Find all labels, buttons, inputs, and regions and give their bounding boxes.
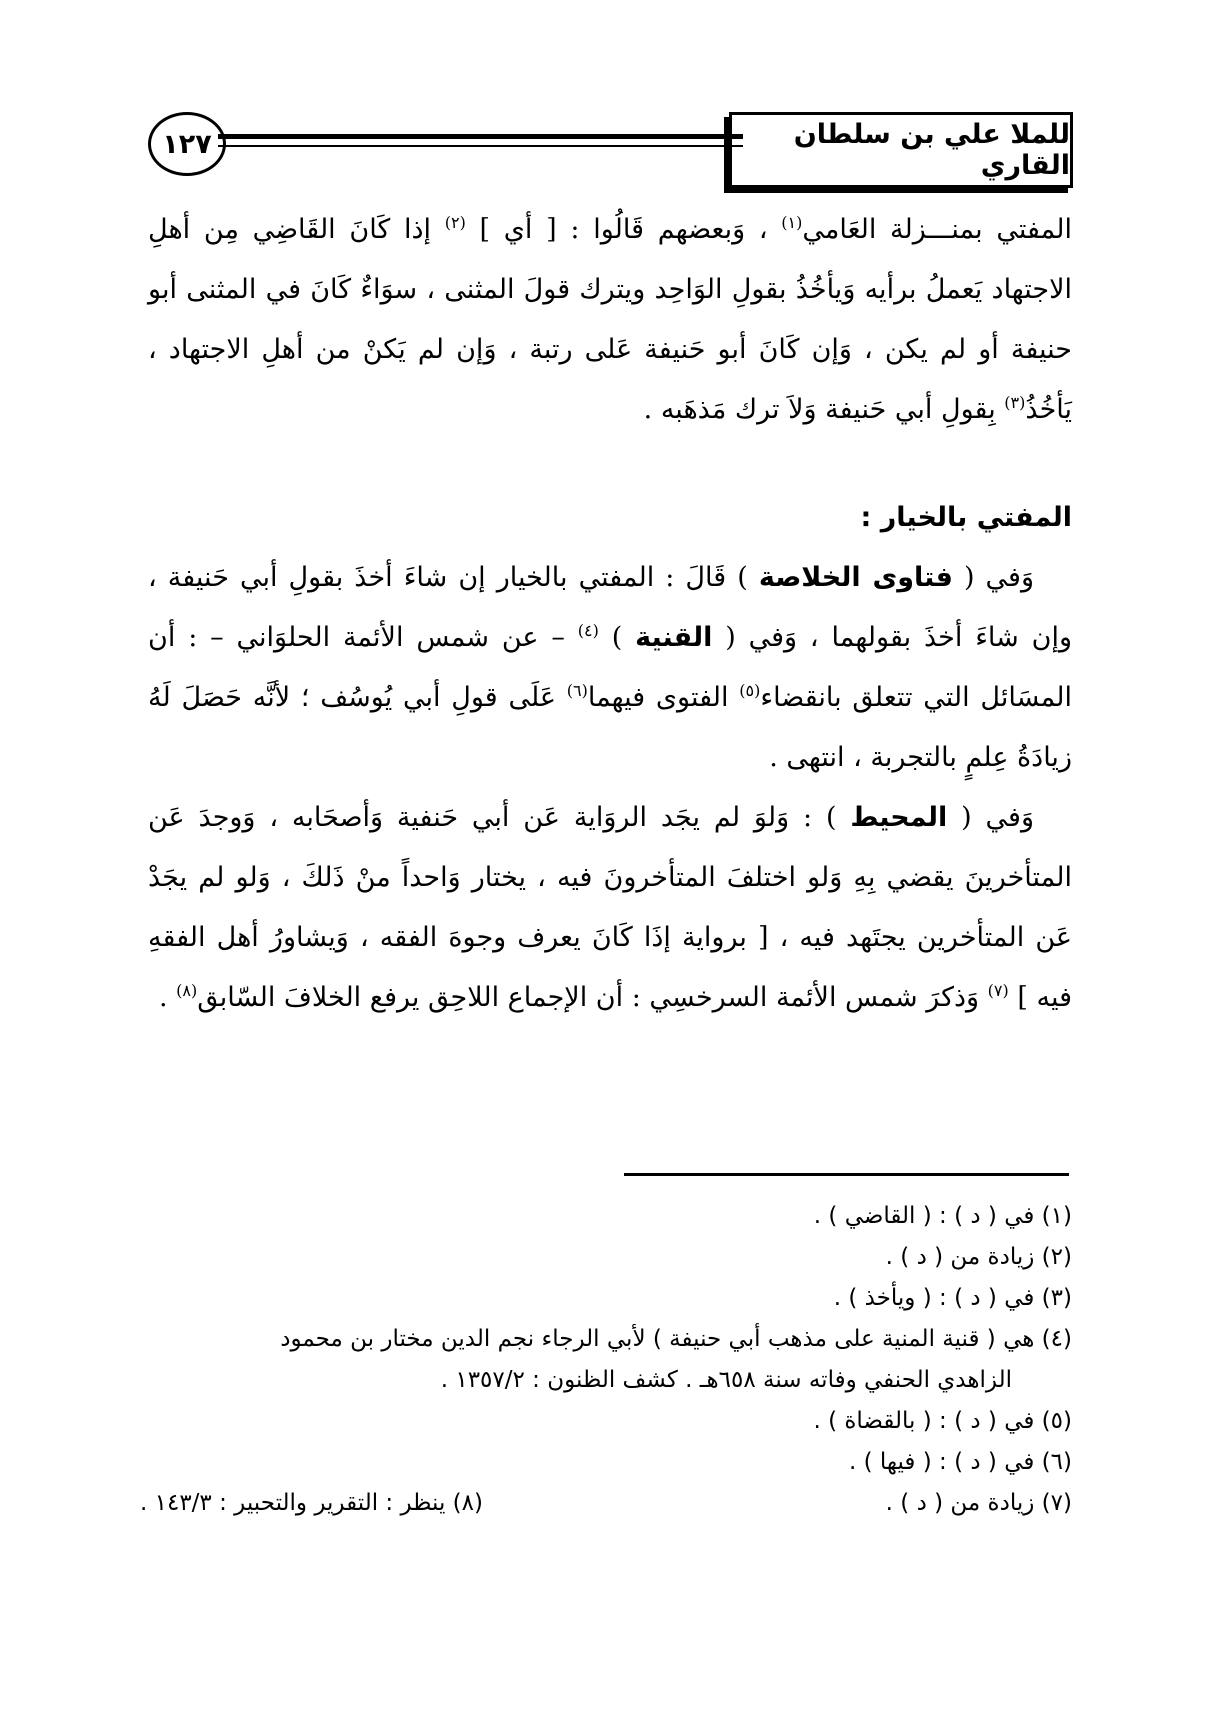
text-run: إذا كَانَ القَاضِي مِن أهلِ الاجتهاد يَعملُ برأيه وَيأخُذُ بقولِ الوَاحِد ويترك قولَ المثنى ، سوَاءٌ كَانَ في المثنى أبو حنيفة أو لم يكن ، وَإن كَانَ أبو حَنيفة عَلى رتبة ، وَإن لم يَكنْ من أهلِ الاجتهاد ، يَأخُذُ bbox=[148, 214, 1072, 425]
footnote-1: (١) في ( د ) : ( القاضي ) . bbox=[813, 1203, 1072, 1229]
footnote-marker: (٢) bbox=[444, 213, 466, 232]
footnote-6: (٦) في ( د ) : ( فيها ) . bbox=[848, 1449, 1072, 1475]
header-rule-thick bbox=[218, 134, 743, 139]
footnotes bbox=[140, 1196, 1072, 1524]
text-run: وَفي ( bbox=[952, 562, 1034, 593]
text-run: ) : وَلوَ لم يجَد الروَاية عَن أبي حَنفية وَأصحَابه ، وَوجدَ عَن المتأخرينَ يقضي بِهِ وَلو اختلفَ المتأخرونَ فيه ، يختار وَاحداً منْ ذَلكَ ، وَلو لم يجَدْ عَن المتأخرين يجتَهد فيه ، [ برواية إذَا كَانَ يعرف وجوهَ الفقه ، وَيشاورُ أهل الفقهِ فيه ] bbox=[148, 802, 1072, 1013]
footnote-7: (٧) زيادة من ( د ) . bbox=[885, 1490, 1072, 1516]
footnote-3: (٣) في ( د ) : ( ويأخذ ) . bbox=[833, 1285, 1072, 1311]
paragraph bbox=[148, 200, 1072, 440]
book-title: فتاوى الخلاصة bbox=[758, 562, 953, 593]
footnote-marker: (٨) bbox=[176, 981, 198, 1000]
text-run: بِقولِ أبي حَنيفة وَلاَ ترك مَذهَبه . bbox=[643, 394, 1005, 425]
header-rule-thin bbox=[218, 145, 743, 147]
page-number: ١٢٧ bbox=[148, 112, 226, 176]
book-title: المحيط bbox=[850, 802, 948, 833]
text-run: المفتي بمنـــزلة العَامي bbox=[802, 214, 1072, 245]
text-run: وَفي ( bbox=[947, 802, 1034, 833]
text-run: ) قَالَ : المفتي بالخيار إن شاءَ أخذَ بقولِ أبي حَنيفة ، وإن شاءَ أخذَ بقولهما ، وَفي ( bbox=[148, 562, 1073, 653]
text-run: ) bbox=[598, 622, 636, 653]
footnote-marker: (٧) bbox=[987, 981, 1009, 1000]
footnote-marker: (١) bbox=[781, 213, 803, 232]
paragraph bbox=[148, 788, 1072, 1028]
paragraph bbox=[148, 548, 1072, 788]
running-title: للملا علي بن سلطان القاري bbox=[729, 112, 1073, 188]
text-run: . bbox=[159, 982, 177, 1013]
footnote-separator bbox=[624, 1173, 1069, 1176]
footnote-marker: (٥) bbox=[739, 681, 761, 700]
text-run: الفتوى فيهما bbox=[587, 682, 740, 713]
text-run: وَذكرَ شمس الأئمة السرخسِي : أن الإجماع اللاحِق يرفع الخلافَ السّابق bbox=[197, 982, 988, 1013]
footnote-5: (٥) في ( د ) : ( بالقضاة ) . bbox=[813, 1408, 1072, 1434]
main-text bbox=[148, 200, 1072, 1028]
footnote-2: (٢) زيادة من ( د ) . bbox=[885, 1244, 1072, 1270]
footnote-row-7-8 bbox=[140, 1483, 1072, 1524]
footnote-4-continued: الزاهدي الحنفي وفاته سنة ٦٥٨هـ . كشف الظنون : ١٣٥٧/٢ . bbox=[440, 1367, 1012, 1393]
footnote-marker: (٣) bbox=[1004, 393, 1026, 412]
footnote-4: (٤) هي ( قنية المنية على مذهب أبي حنيفة ) لأبي الرجاء نجم الدين مختار بن محمود bbox=[280, 1326, 1072, 1352]
footnote-8: (٨) ينظر : التقرير والتحبير : ١٤٣/٣ . bbox=[140, 1490, 483, 1516]
book-title: القنية bbox=[635, 622, 713, 653]
section-heading: المفتي بالخيار : bbox=[860, 502, 1072, 533]
text-run: ، وَبعضهم قَالُوا : [ أي ] bbox=[465, 214, 782, 245]
text-run: – عن شمس الأئمة الحلوَاني – : أن المسَائل التي تتعلق بانقضاء bbox=[148, 622, 1072, 713]
footnote-marker: (٦) bbox=[566, 681, 588, 700]
text-run: عَلَى قولِ أبي يُوسُف ؛ لأنَّه حَصَلَ لَهُ زيادَةُ عِلمٍ بالتجربة ، انتهى . bbox=[148, 682, 1072, 773]
footnote-marker: (٤) bbox=[577, 621, 599, 640]
